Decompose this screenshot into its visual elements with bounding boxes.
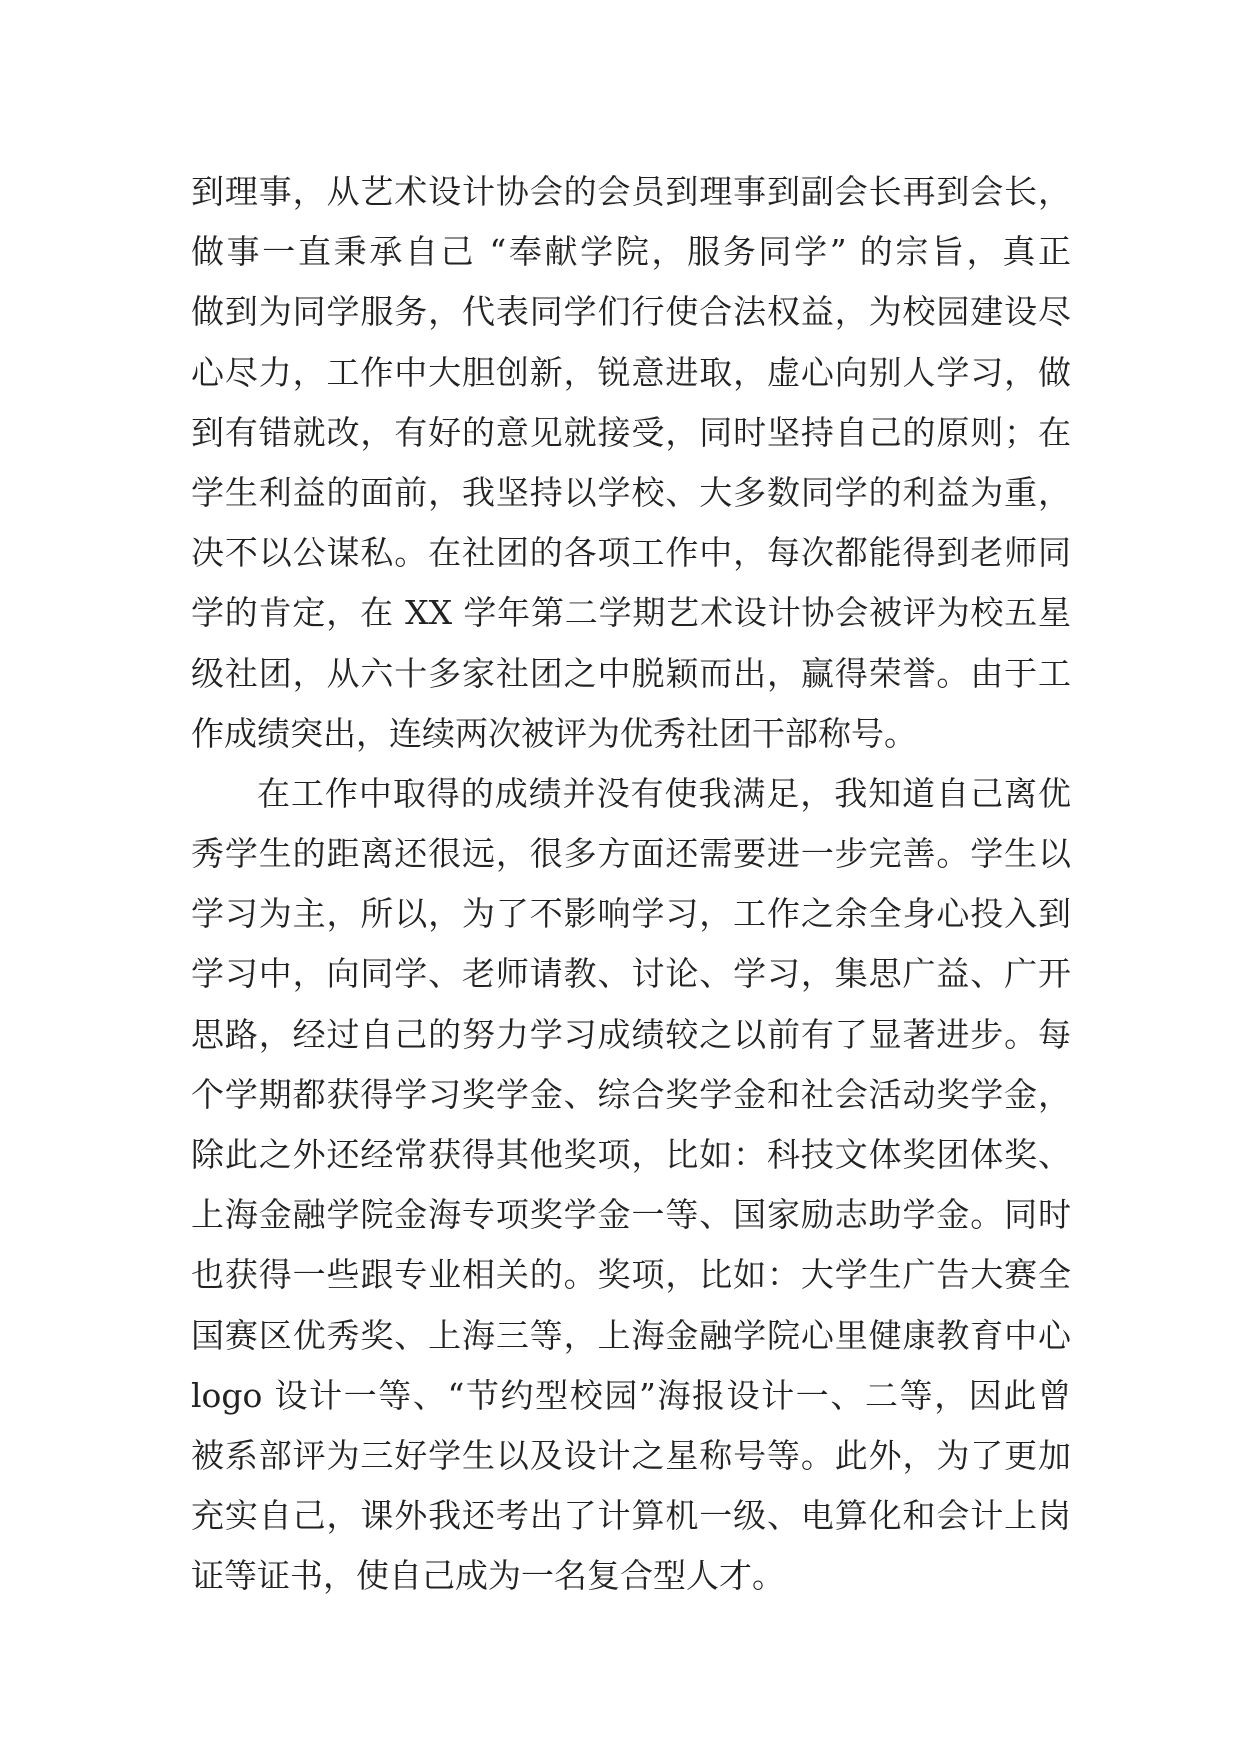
text-line: 个学期都获得学习奖学金、综合奖学金和社会活动奖学金，: [191, 1074, 1071, 1114]
body-text: [191, 162, 1071, 1607]
text-line: 做事一直秉承自己 “奉献学院，服务同学” 的宗旨，真正: [191, 232, 1071, 272]
paragraph-first-line: 在工作中取得的成绩并没有使我满足，我知道自己离优: [257, 773, 1071, 813]
text-line: 思路，经过自己的努力学习成绩较之以前有了显著进步。每: [191, 1014, 1071, 1054]
text-line: 也获得一些跟专业相关的。奖项，比如：大学生广告大赛全: [191, 1255, 1071, 1295]
text-line: 除此之外还经常获得其他奖项，比如：科技文体奖团体奖、: [191, 1135, 1071, 1174]
text-line: 到有错就改，有好的意见就接受，同时坚持自己的原则；在: [191, 412, 1071, 452]
text-line: 被系部评为三好学生以及设计之星称号等。此外，为了更加: [191, 1435, 1071, 1475]
text-line: 学习中，向同学、老师请教、讨论、学习，集思广益、广开: [191, 954, 1071, 994]
text-line: 学的肯定，在 XX 学年第二学期艺术设计协会被评为校五星: [191, 593, 1071, 633]
text-line: 国赛区优秀奖、上海三等，上海金融学院心里健康教育中心: [191, 1315, 1071, 1355]
text-line: 秀学生的距离还很远，很多方面还需要进一步完善。学生以: [191, 834, 1071, 874]
text-line: 充实自己，课外我还考出了计算机一级、电算化和会计上岗: [191, 1496, 1071, 1536]
text-line: 到理事，从艺术设计协会的会员到理事到副会长再到会长，: [191, 172, 1071, 211]
text-line: logo 设计一等、“节约型校园”海报设计一、二等，因此曾: [191, 1375, 1071, 1415]
text-line: 做到为同学服务，代表同学们行使合法权益，为校园建设尽: [191, 292, 1071, 332]
text-line: 决不以公谋私。在社团的各项工作中，每次都能得到老师同: [191, 533, 1071, 573]
text-line: 学生利益的面前，我坚持以学校、大多数同学的利益为重，: [191, 472, 1071, 512]
text-line: 作成绩突出，连续两次被评为优秀社团干部称号。: [191, 713, 917, 753]
text-line: 级社团，从六十多家社团之中脱颖而出，赢得荣誉。由于工: [191, 653, 1071, 693]
text-line: 心尽力，工作中大胆创新，锐意进取，虚心向别人学习，做: [191, 352, 1071, 392]
text-line: 上海金融学院金海专项奖学金一等、国家励志助学金。同时: [191, 1195, 1071, 1235]
text-line: 学习为主，所以，为了不影响学习，工作之余全身心投入到: [191, 894, 1071, 934]
text-line: 证等证书，使自己成为一名复合型人才。: [191, 1556, 785, 1596]
